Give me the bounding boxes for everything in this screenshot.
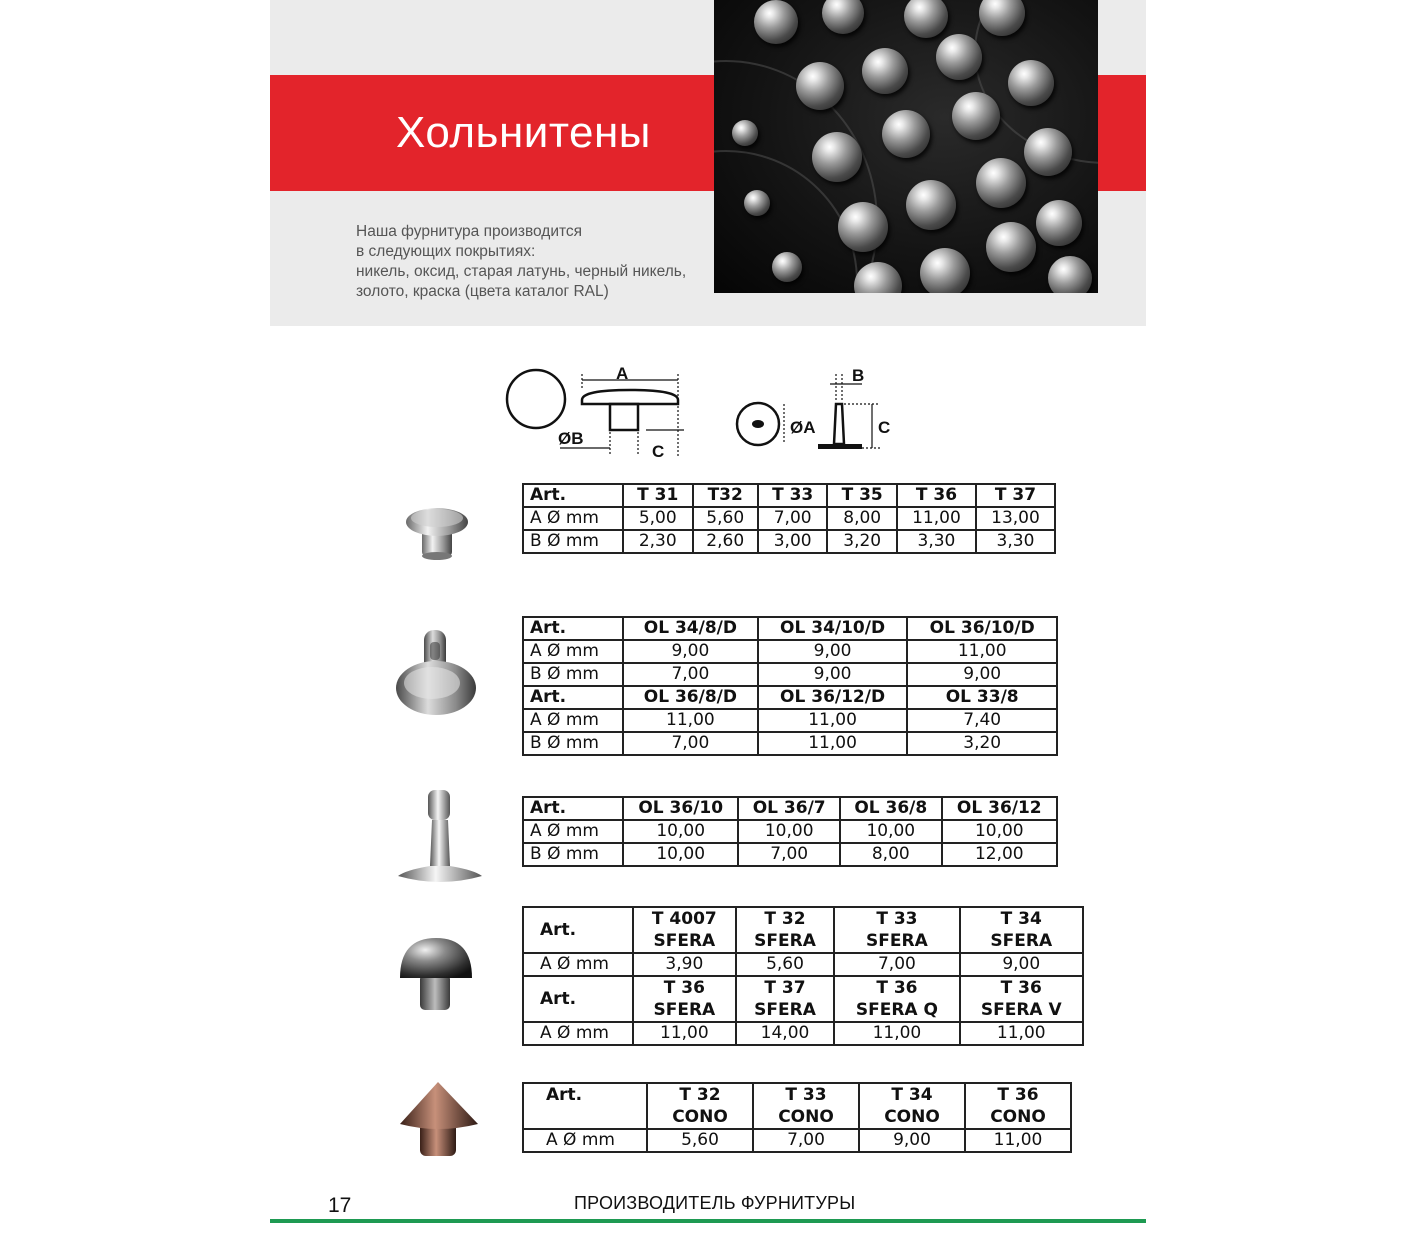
flat-rivet-image — [404, 500, 474, 562]
table-cell: 9,00 — [623, 640, 758, 663]
intro-line: Наша фурнитура производится — [356, 223, 583, 240]
table-cell: 11,00 — [834, 1022, 959, 1045]
table-cell: Art. — [523, 976, 633, 1022]
table-cell: A Ø mm — [523, 709, 623, 732]
table-cell: A Ø mm — [523, 1022, 633, 1045]
table-cell: 9,00 — [907, 663, 1057, 686]
table-cell: OL 36/7 — [738, 797, 840, 820]
table-cell: 3,30 — [976, 530, 1055, 553]
table-cell: Art. — [523, 797, 623, 820]
intro-line: в следующих покрытиях: — [356, 243, 536, 260]
diagram-right-label-a: ØA — [790, 418, 816, 437]
table-cell: T 36 SFERA Q — [834, 976, 959, 1022]
oval-rivet-image — [394, 628, 478, 718]
intro-line: золото, краска (цвета каталог RAL) — [356, 283, 609, 300]
page-title: Хольнитены — [396, 108, 651, 157]
table-cell: OL 36/8 — [840, 797, 942, 820]
table-cell: T 34 SFERA — [960, 907, 1084, 953]
table-cell: 5,00 — [623, 507, 693, 530]
table-cell: OL 34/10/D — [758, 617, 908, 640]
table-cell: B Ø mm — [523, 530, 623, 553]
table-cell: 10,00 — [623, 843, 738, 866]
table-cell: Art. — [523, 1083, 647, 1129]
table-cell: OL 34/8/D — [623, 617, 758, 640]
table-cell: A Ø mm — [523, 1129, 647, 1152]
table-cell: 5,60 — [736, 953, 835, 976]
table-cell: A Ø mm — [523, 953, 633, 976]
table-cell: 7,00 — [623, 663, 758, 686]
table-cell: B Ø mm — [523, 732, 623, 755]
table-cell: Art. — [523, 907, 633, 953]
table-cell: 8,00 — [827, 507, 897, 530]
dome-rivet-image — [396, 934, 476, 1014]
diagram-left-label-a: A — [616, 364, 629, 383]
table-cell: 10,00 — [942, 820, 1057, 843]
table-cell: 11,00 — [907, 640, 1057, 663]
table-cell: A Ø mm — [523, 507, 623, 530]
table-cell: 13,00 — [976, 507, 1055, 530]
table-cell: 7,00 — [758, 507, 828, 530]
table-cell: T32 — [693, 484, 758, 507]
table-cell: T 36 CONO — [965, 1083, 1071, 1129]
stud — [976, 158, 1026, 208]
table-cell: 3,20 — [907, 732, 1057, 755]
table-cell: T 4007 SFERA — [633, 907, 736, 953]
table-cell: Art. — [523, 686, 623, 709]
spec-table-sfera-series — [522, 906, 1084, 1046]
table-cell: 10,00 — [738, 820, 840, 843]
tall-rivet-image — [396, 788, 484, 892]
table-cell: OL 36/8/D — [623, 686, 758, 709]
stud — [838, 202, 888, 252]
diagram-right-label-c: C — [878, 418, 891, 437]
cone-rivet-image — [396, 1078, 482, 1160]
diagram-left-label-b: ØB — [558, 429, 584, 448]
spec-table-t-series — [522, 483, 1056, 554]
table-cell: T 37 SFERA — [736, 976, 835, 1022]
table-cell: 3,20 — [827, 530, 897, 553]
stud — [952, 92, 1000, 140]
diagram-left-label-c: C — [652, 442, 665, 461]
table-cell: OL 36/10/D — [907, 617, 1057, 640]
spec-table-ol-series — [522, 796, 1058, 867]
table-cell: T 37 — [976, 484, 1055, 507]
stud — [906, 180, 956, 230]
table-cell: 11,00 — [897, 507, 976, 530]
stud — [904, 0, 948, 38]
table-cell: 8,00 — [840, 843, 942, 866]
table-cell: 9,00 — [859, 1129, 965, 1152]
stud — [882, 110, 930, 158]
table-cell: 3,30 — [897, 530, 976, 553]
table-cell: 3,00 — [758, 530, 828, 553]
table-cell: T 33 CONO — [753, 1083, 859, 1129]
table-cell: 7,00 — [753, 1129, 859, 1152]
page-number: 17 — [328, 1194, 352, 1217]
catalog-page — [270, 0, 1146, 1253]
table-cell: 7,00 — [834, 953, 959, 976]
stud — [1024, 128, 1072, 176]
stud — [732, 120, 758, 146]
table-cell: T 33 SFERA — [834, 907, 959, 953]
table-cell: 3,90 — [633, 953, 736, 976]
table-cell: 9,00 — [758, 663, 908, 686]
intro-text — [356, 222, 716, 302]
stud — [812, 132, 862, 182]
table-cell: 2,60 — [693, 530, 758, 553]
spec-table-ol-d-series — [522, 616, 1058, 756]
footer-green-line — [270, 1219, 1146, 1223]
intro-line: никель, оксид, старая латунь, черный никель, — [356, 263, 687, 280]
table-cell: 10,00 — [840, 820, 942, 843]
table-cell: B Ø mm — [523, 843, 623, 866]
table-cell: A Ø mm — [523, 820, 623, 843]
stud — [754, 0, 798, 44]
table-cell: T 36 — [897, 484, 976, 507]
table-cell: Art. — [523, 484, 623, 507]
table-cell: 14,00 — [736, 1022, 835, 1045]
table-cell: A Ø mm — [523, 640, 623, 663]
table-cell: 11,00 — [960, 1022, 1084, 1045]
stud — [1048, 256, 1092, 293]
footer-text: ПРОИЗВОДИТЕЛЬ ФУРНИТУРЫ — [574, 1193, 856, 1213]
table-cell: 2,30 — [623, 530, 693, 553]
table-cell: 12,00 — [942, 843, 1057, 866]
table-cell: OL 36/12/D — [758, 686, 908, 709]
table-cell: T 32 CONO — [647, 1083, 753, 1129]
stud — [822, 0, 864, 34]
stud — [1008, 60, 1054, 106]
table-cell: 11,00 — [965, 1129, 1071, 1152]
table-cell: 11,00 — [633, 1022, 736, 1045]
table-cell: 9,00 — [758, 640, 908, 663]
table-cell: T 36 SFERA V — [960, 976, 1084, 1022]
dimension-diagram-left — [500, 362, 690, 462]
stud — [986, 222, 1036, 272]
table-cell: 11,00 — [623, 709, 758, 732]
table-cell: T 34 CONO — [859, 1083, 965, 1129]
table-cell: B Ø mm — [523, 663, 623, 686]
table-cell: T 35 — [827, 484, 897, 507]
studded-leather-photo — [714, 0, 1098, 293]
table-cell: 7,00 — [738, 843, 840, 866]
table-cell: OL 36/10 — [623, 797, 738, 820]
table-cell: 10,00 — [623, 820, 738, 843]
table-cell: 11,00 — [758, 709, 908, 732]
table-cell: T 32 SFERA — [736, 907, 835, 953]
table-cell: 7,40 — [907, 709, 1057, 732]
spec-table-cono-series — [522, 1082, 1072, 1153]
stud — [862, 48, 908, 94]
table-cell: T 33 — [758, 484, 828, 507]
table-cell: 5,60 — [647, 1129, 753, 1152]
table-cell: OL 36/12 — [942, 797, 1057, 820]
stud — [936, 34, 982, 80]
stud — [772, 252, 802, 282]
stud — [1036, 200, 1082, 246]
table-cell: Art. — [523, 617, 623, 640]
table-cell: 7,00 — [623, 732, 758, 755]
table-cell: 9,00 — [960, 953, 1084, 976]
table-cell: 5,60 — [693, 507, 758, 530]
stud — [744, 190, 770, 216]
dimension-diagram-right — [732, 366, 902, 456]
table-cell: 11,00 — [758, 732, 908, 755]
diagram-right-label-b: B — [852, 366, 865, 385]
stud — [920, 248, 970, 293]
table-cell: OL 33/8 — [907, 686, 1057, 709]
stud — [796, 62, 844, 110]
table-cell: T 31 — [623, 484, 693, 507]
table-cell: T 36 SFERA — [633, 976, 736, 1022]
